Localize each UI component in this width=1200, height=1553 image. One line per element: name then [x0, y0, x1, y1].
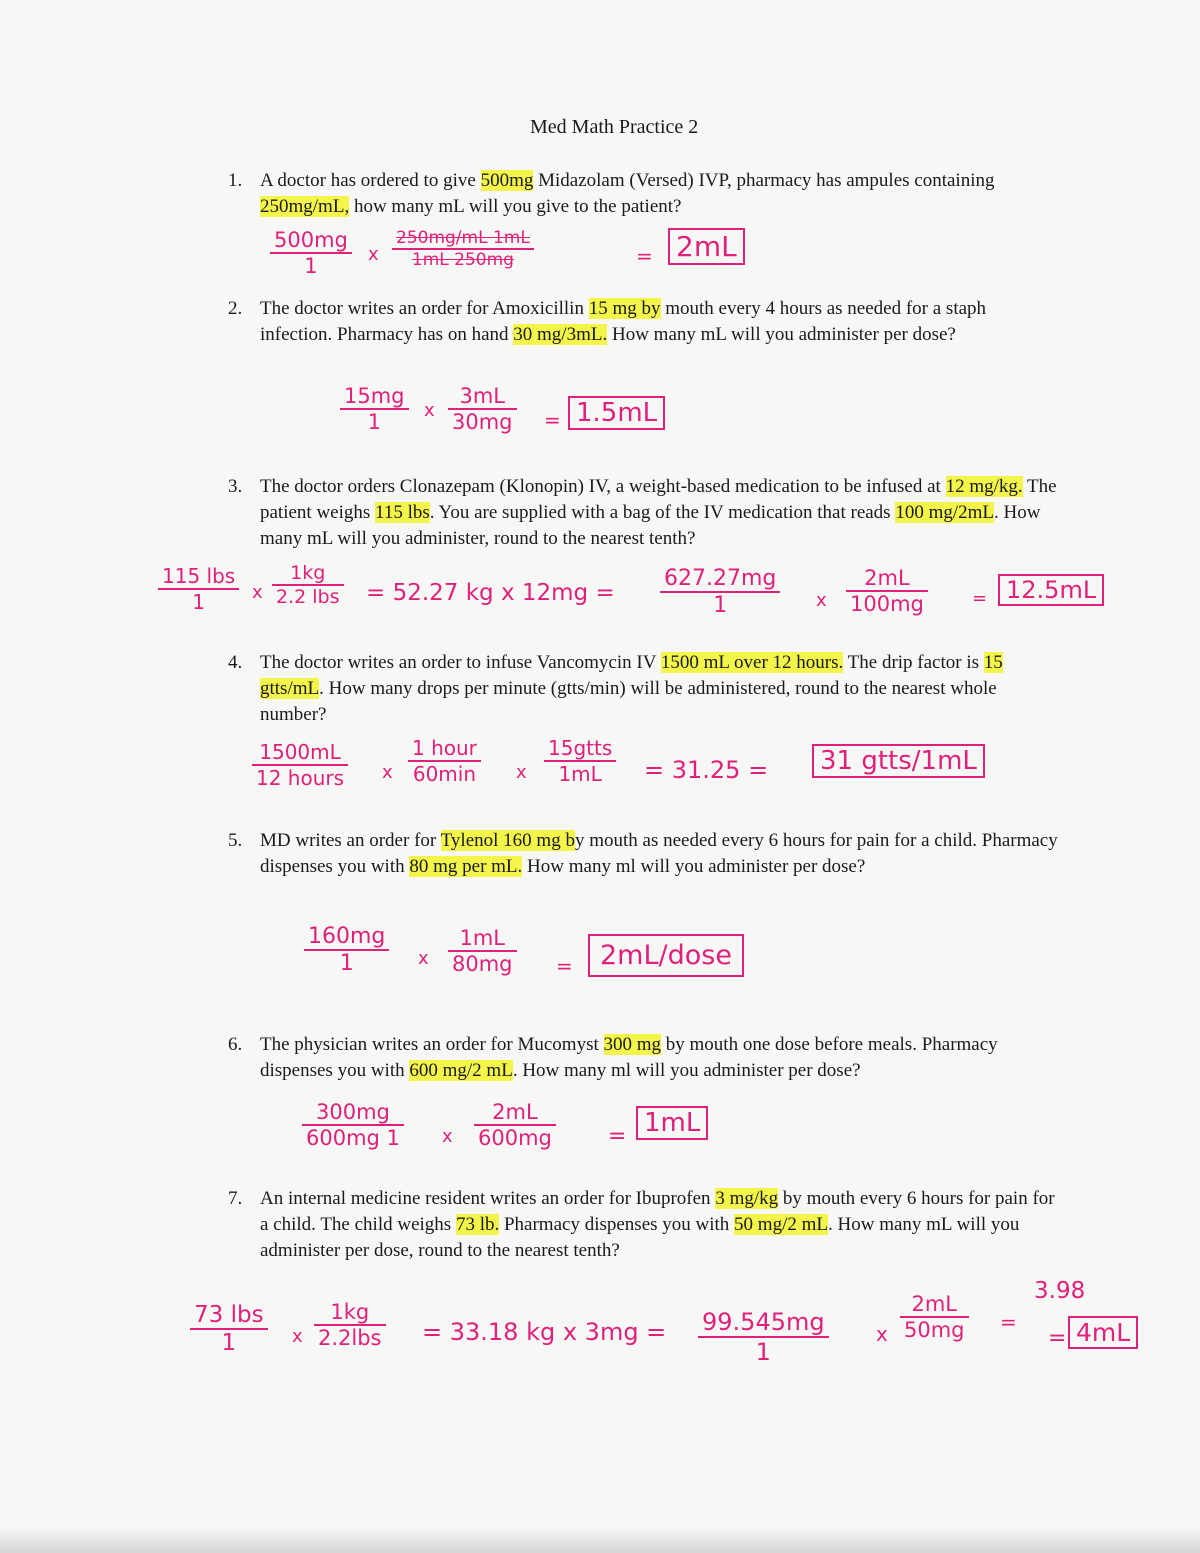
question-text-run: The doctor writes an order for Amoxicillin — [260, 298, 589, 319]
equals-sign: = — [972, 588, 988, 609]
equals-sign: = — [636, 244, 653, 268]
question-text-run: A doctor has ordered to give — [260, 170, 481, 191]
highlighted-value: 80 mg per mL. — [409, 856, 523, 877]
highlighted-value: 115 lbs — [375, 502, 430, 523]
question-number: 4. — [228, 652, 243, 673]
question-text — [260, 1032, 1058, 1084]
question-text-run: The patient weighs — [260, 476, 1057, 523]
fraction: 1 hour 60min — [408, 736, 481, 786]
fraction: $\frac{300mg}{600mg 1}$ — [302, 1100, 404, 1150]
fraction: 1500mL 12 hours — [252, 740, 348, 790]
fraction: 15gtts 1mL — [544, 736, 616, 786]
answer-box: 12.5mL — [998, 574, 1104, 606]
fraction: $\frac{2mL}{100mg}$ — [846, 566, 928, 616]
question-text-run: The drip factor is — [843, 652, 984, 673]
question-text-run: . You are supplied with a bag of the IV medication that reads — [429, 502, 896, 523]
question-number: 1. — [228, 170, 243, 191]
question-text-run: The doctor orders Clonazepam (Klonopin) IV, a weight-based medication to be infused at — [260, 476, 946, 497]
equals-sign: = — [556, 954, 573, 978]
times-sign: x — [876, 1322, 888, 1346]
fraction: $\frac{2mL}{50mg}$ — [900, 1292, 969, 1342]
question-text-run: y mouth as needed every 6 hours for pain for a child. Pharmacy dispenses you with — [260, 830, 1058, 877]
question-number: 7. — [228, 1188, 243, 1209]
page-title: Med Math Practice 2 — [530, 116, 699, 138]
question-2 — [228, 296, 1058, 348]
answer-box: 1mL — [636, 1106, 708, 1140]
highlighted-value: 15 gtts/mL — [260, 652, 1003, 699]
times-sign: x — [368, 244, 379, 265]
times-sign: x — [418, 948, 429, 969]
question-text-run: . How many mL will you administer, round to the nearest tenth? — [260, 502, 1041, 549]
question-3 — [228, 474, 1058, 552]
fraction: $\frac{99.545mg}{1}$ — [698, 1308, 829, 1366]
times-sign: x — [442, 1126, 453, 1147]
question-text-run: Midazolam (Versed) IVP, pharmacy has ampules containing — [533, 170, 995, 191]
question-text-run: How many ml will you administer per dose? — [522, 856, 866, 877]
fraction: $\frac{1mL}{80mg}$ — [448, 926, 517, 976]
times-sign: x — [516, 762, 527, 783]
highlighted-value: 1500 mL over 12 hours. — [660, 652, 844, 673]
fraction: 1kg 2.2 lbs — [272, 562, 344, 608]
question-text — [260, 474, 1058, 552]
intermediate-calc: = 33.18 kg x 3mg = — [422, 1318, 667, 1346]
fraction: $\frac{250mg/mL 1mL}{1mL 250mg}$ — [392, 228, 534, 270]
fraction: 1kg 2.2lbs — [314, 1300, 386, 1350]
fraction: 115 lbs 1 — [158, 564, 239, 614]
unrounded-result: 3.98 — [1034, 1278, 1086, 1304]
question-text-run: by mouth every 6 hours for pain for a child. The child weighs — [260, 1188, 1055, 1235]
fraction: $\frac{627.27mg}{1}$ — [660, 566, 780, 618]
question-text — [260, 828, 1058, 880]
scan-shadow — [0, 1527, 1200, 1553]
question-text — [260, 296, 1058, 348]
fraction: 73 lbs 1 — [190, 1302, 268, 1356]
question-text-run: The doctor writes an order to infuse Vancomycin IV — [260, 652, 661, 673]
fraction: $\frac{500mg}{1}$ — [270, 228, 352, 278]
highlighted-value: 12 mg/kg. — [945, 476, 1023, 497]
question-number: 3. — [228, 476, 243, 497]
question-text-run: . How many mL will you administer per dose, round to the nearest tenth? — [260, 1214, 1020, 1261]
question-text-run: . How many drops per minute (gtts/min) will be administered, round to the nearest whole number? — [260, 678, 997, 725]
question-1 — [228, 168, 1058, 220]
highlighted-value: 15 mg by — [588, 298, 661, 319]
times-sign: x — [252, 582, 263, 603]
equals-sign: = — [1000, 1310, 1017, 1334]
answer-box: 2mL/dose — [588, 934, 744, 977]
question-text-run: MD writes an order for — [260, 830, 441, 851]
question-6 — [228, 1032, 1058, 1084]
intermediate-calc: = 31.25 = — [644, 756, 769, 784]
answer-box: 1.5mL — [568, 396, 665, 430]
highlighted-value: 600 mg/2 mL — [409, 1060, 513, 1081]
times-sign: x — [382, 762, 393, 783]
fraction: $\frac{15mg}{1}$ — [340, 384, 409, 434]
highlighted-value: 300 mg — [603, 1034, 662, 1055]
question-text — [260, 650, 1058, 728]
question-number: 2. — [228, 298, 243, 319]
question-text — [260, 168, 1058, 220]
times-sign: x — [292, 1326, 303, 1347]
question-number: 5. — [228, 830, 243, 851]
question-text-run: mouth every 4 hours as needed for a staph infection. Pharmacy has on hand — [260, 298, 987, 345]
question-text-run: Pharmacy dispenses you with — [499, 1214, 735, 1235]
fraction: $\frac{160mg}{1}$ — [304, 924, 389, 976]
fraction: $\frac{2mL}{600mg}$ — [474, 1100, 556, 1150]
question-5 — [228, 828, 1058, 880]
highlighted-value: 50 mg/2 mL — [734, 1214, 828, 1235]
question-number: 6. — [228, 1034, 243, 1055]
highlighted-value: 3 mg/kg — [715, 1188, 779, 1209]
times-sign: x — [816, 590, 827, 611]
question-text-run: . How many ml will you administer per dose? — [512, 1060, 861, 1081]
equals-sign: = — [544, 408, 561, 432]
highlighted-value: 100 mg/2mL — [895, 502, 995, 523]
question-text-run: An internal medicine resident writes an order for Ibuprofen — [260, 1188, 716, 1209]
fraction: $\frac{3mL}{30mg}$ — [448, 384, 517, 434]
highlighted-value: 73 lb. — [455, 1214, 500, 1235]
question-text-run: How many mL will you administer per dose? — [607, 324, 956, 345]
question-7 — [228, 1186, 1058, 1264]
question-text — [260, 1186, 1058, 1264]
intermediate-calc: = 52.27 kg x 12mg = — [366, 580, 615, 606]
answer-box: 31 gtts/1mL — [812, 744, 985, 778]
equals-sign: = — [608, 1124, 627, 1149]
highlighted-value: 250mg/mL, — [260, 196, 350, 217]
answer-box: 2mL — [668, 228, 745, 265]
question-text-run: The physician writes an order for Mucomyst — [260, 1034, 604, 1055]
question-text-run: by mouth one dose before meals. Pharmacy dispenses you with — [260, 1034, 998, 1081]
highlighted-value: 30 mg/3mL. — [513, 324, 608, 345]
answer-box: 4mL — [1068, 1316, 1138, 1349]
times-sign: x — [424, 400, 435, 421]
question-4 — [228, 650, 1058, 728]
question-text-run: how many mL will you give to the patient? — [349, 196, 682, 217]
highlighted-value: 500mg — [480, 170, 534, 191]
equals-sign: = — [1048, 1326, 1067, 1351]
highlighted-value: Tylenol 160 mg b — [440, 830, 575, 851]
